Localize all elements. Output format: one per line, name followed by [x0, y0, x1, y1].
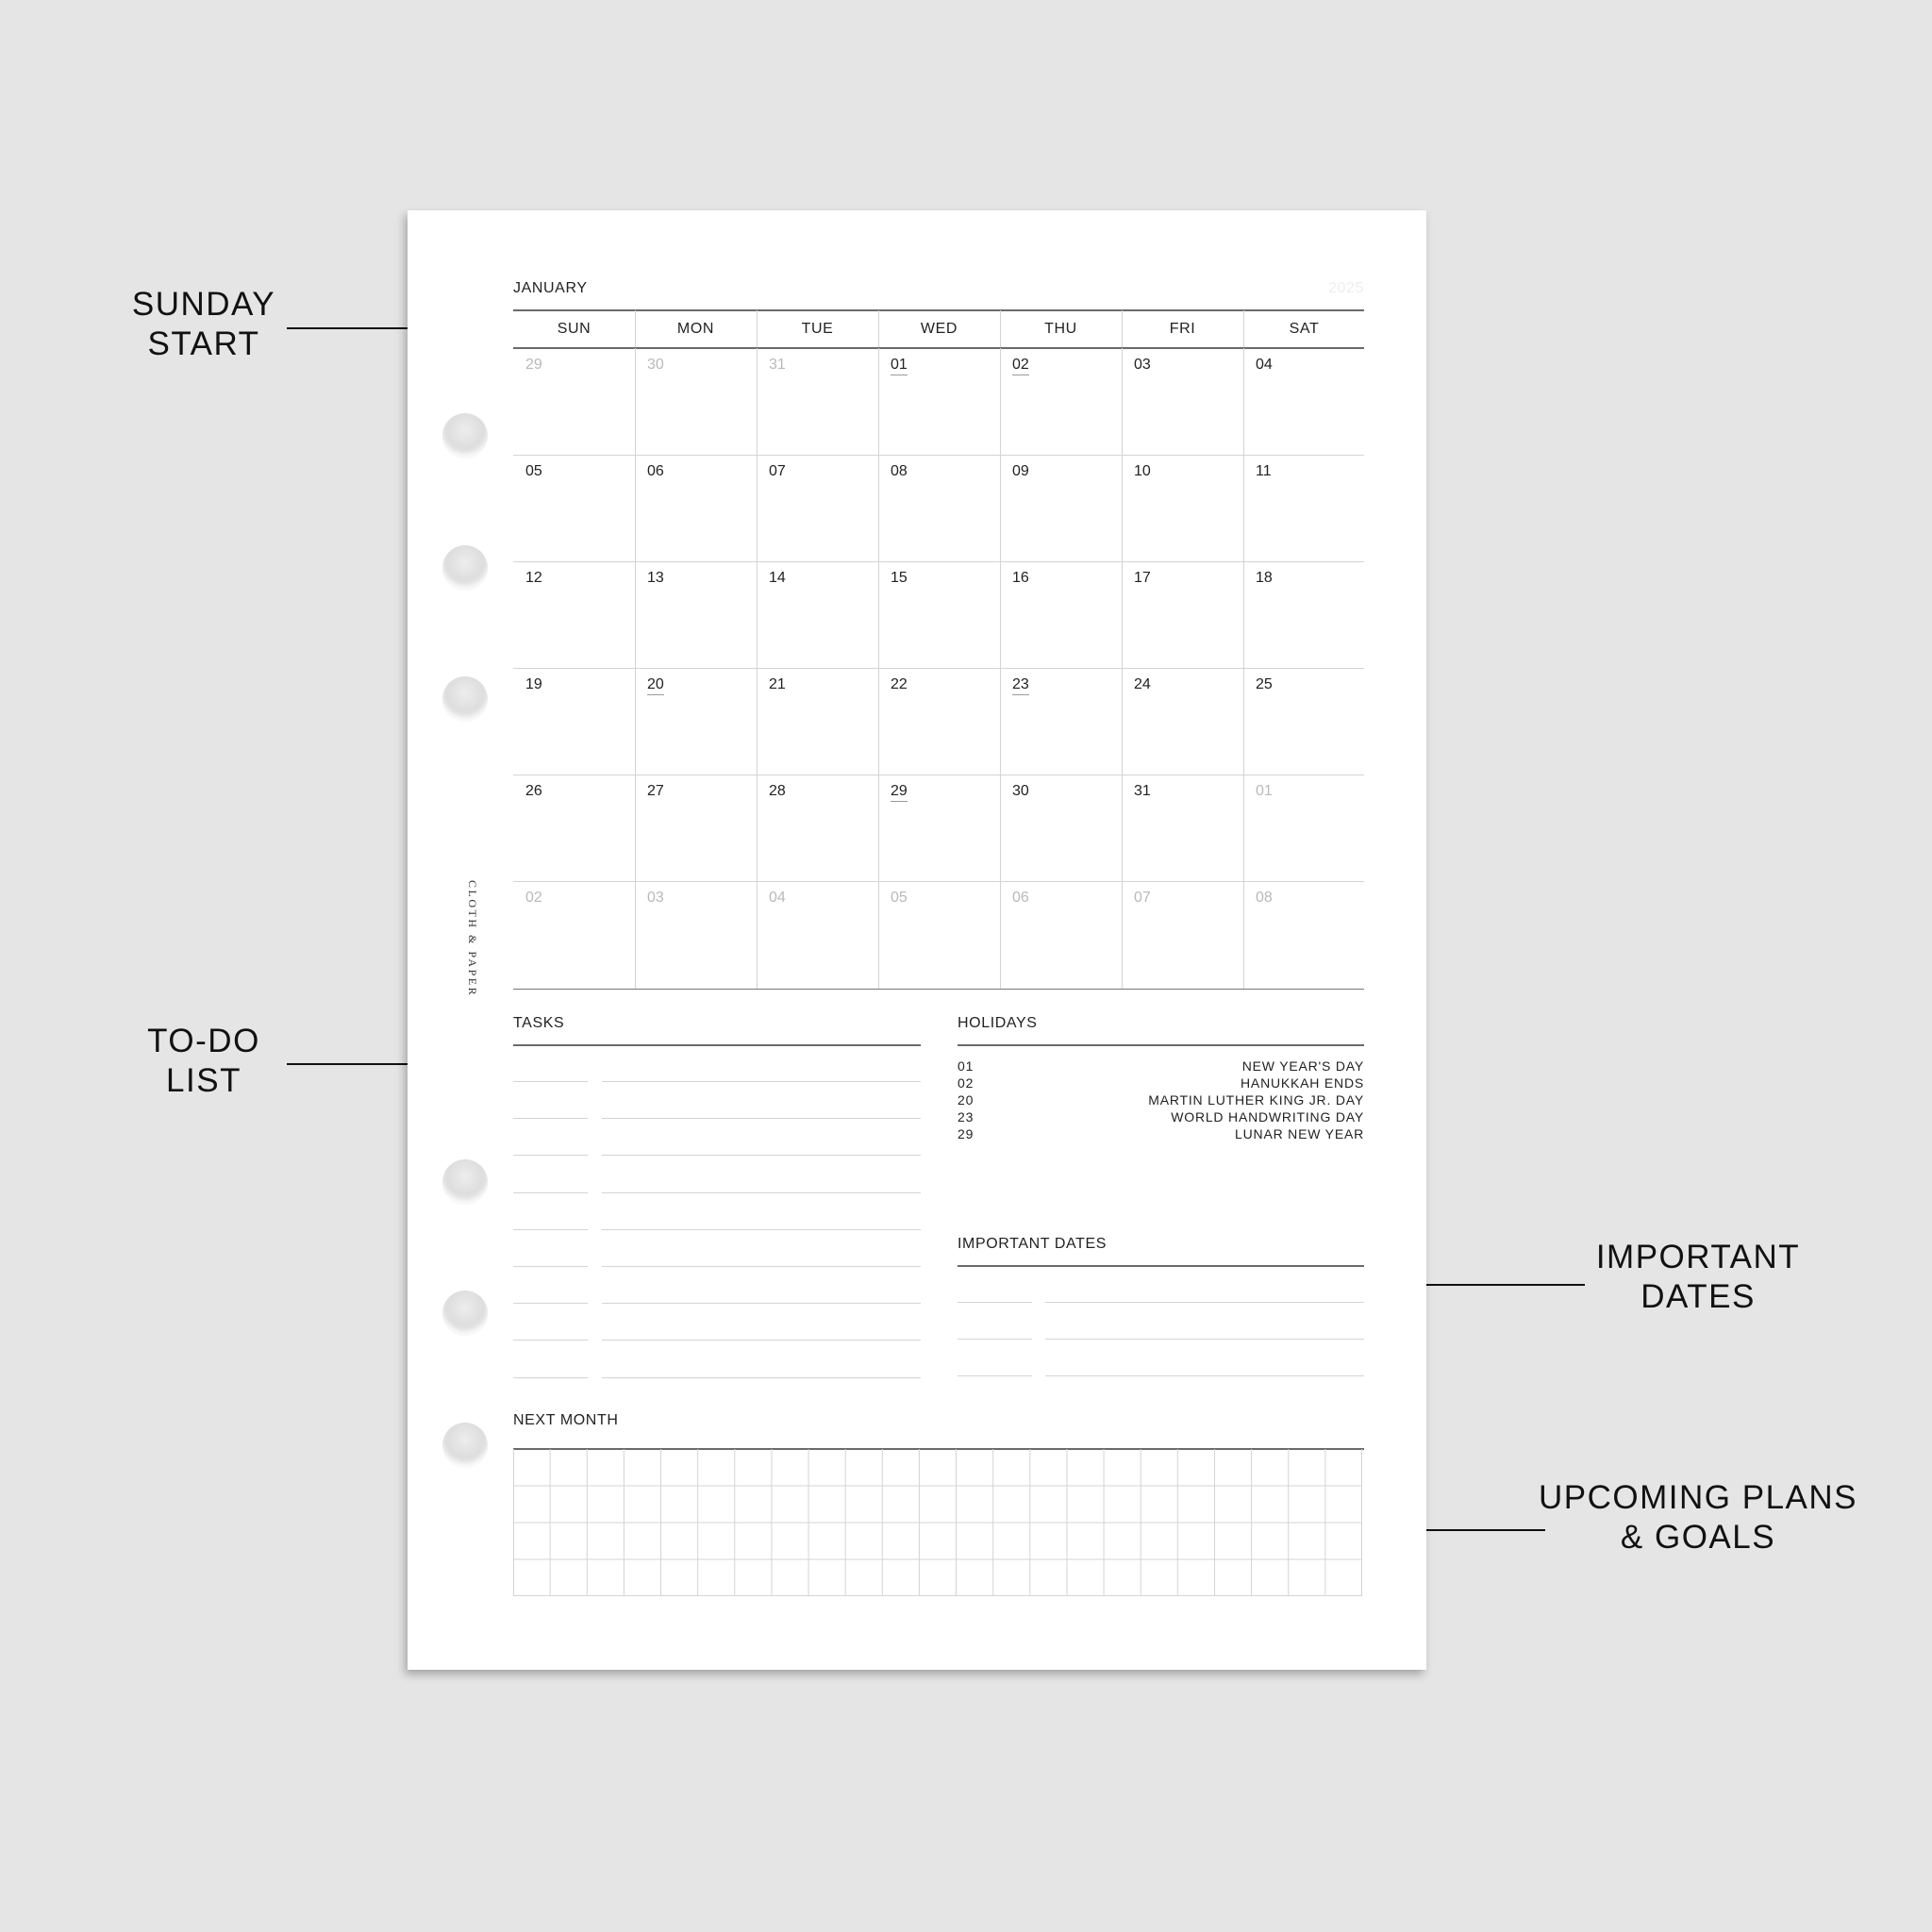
day-number: 05: [525, 463, 542, 479]
day-number: 13: [647, 570, 664, 586]
day-cell[interactable]: [757, 561, 878, 668]
day-number: 12: [525, 570, 542, 586]
day-cell[interactable]: [1243, 561, 1365, 668]
entry-date-line: [513, 1266, 588, 1267]
day-number: 15: [891, 570, 908, 586]
day-number: 04: [769, 890, 786, 906]
holiday-name: NEW YEAR'S DAY: [1241, 1058, 1364, 1074]
callout-line: START: [147, 325, 260, 362]
day-cell[interactable]: [1000, 455, 1122, 561]
entry-text-line: [602, 1155, 921, 1156]
day-cell[interactable]: [878, 774, 1000, 881]
callout-line: IMPORTANT: [1595, 1239, 1801, 1275]
holiday-name: MARTIN LUTHER KING JR. DAY: [1148, 1092, 1364, 1108]
entry-date-line: [513, 1340, 588, 1341]
next-month-title: NEXT MONTH: [513, 1412, 619, 1428]
punch-hole: [442, 545, 488, 591]
day-cell[interactable]: [513, 455, 635, 561]
entry-text-line: [602, 1303, 921, 1304]
day-cell[interactable]: [635, 348, 757, 455]
day-cell[interactable]: [1243, 348, 1365, 455]
punch-hole: [442, 676, 488, 722]
day-cell[interactable]: [635, 561, 757, 668]
day-cell[interactable]: [1243, 455, 1365, 561]
weekday-divider: [757, 310, 758, 347]
day-number: 06: [647, 463, 664, 479]
entry-text-line: [1045, 1302, 1364, 1303]
day-number: 18: [1256, 570, 1273, 586]
day-cell[interactable]: [635, 455, 757, 561]
brand-mark: CLOTH & PAPER: [466, 880, 479, 998]
month-rule: [513, 309, 1364, 311]
day-number: 30: [647, 357, 664, 373]
entry-date-line: [513, 1377, 588, 1378]
day-number: 05: [891, 890, 908, 906]
callout-line: SUNDAY: [131, 286, 276, 323]
entry-date-line: [958, 1339, 1032, 1340]
entry-date-line: [958, 1302, 1032, 1303]
entry-date-line: [513, 1155, 588, 1156]
day-number: 22: [891, 676, 908, 692]
callout-line: TO-DO: [147, 1023, 260, 1059]
holiday-name: HANUKKAH ENDS: [1241, 1075, 1364, 1091]
day-cell[interactable]: [1000, 668, 1122, 774]
entry-text-line: [1045, 1375, 1364, 1376]
day-number: 11: [1256, 463, 1272, 479]
day-number: 31: [769, 357, 786, 373]
holidays-title: HOLIDAYS: [958, 1015, 1038, 1031]
day-cell[interactable]: [878, 881, 1000, 988]
callout-line: UPCOMING PLANS: [1539, 1479, 1857, 1516]
callout-line: DATES: [1641, 1278, 1756, 1315]
day-cell[interactable]: [513, 881, 635, 988]
entry-text-line: [602, 1340, 921, 1341]
day-cell[interactable]: [878, 668, 1000, 774]
day-cell[interactable]: [1122, 774, 1243, 881]
entry-text-line: [602, 1192, 921, 1193]
day-number: 08: [1256, 890, 1273, 906]
entry-text-line: [602, 1266, 921, 1267]
day-cell[interactable]: [513, 668, 635, 774]
day-number: 21: [769, 676, 786, 692]
important-dates-title: IMPORTANT DATES: [958, 1236, 1108, 1252]
weekday-mon: MON: [676, 321, 715, 337]
tasks-title: TASKS: [513, 1015, 565, 1031]
holiday-name: LUNAR NEW YEAR: [1235, 1126, 1364, 1141]
entry-date-line: [513, 1303, 588, 1304]
callout-upcoming-plans: [1538, 1478, 1858, 1557]
entry-text-line: [1045, 1339, 1364, 1340]
day-number: 07: [769, 463, 786, 479]
day-number: 23: [1012, 676, 1029, 695]
entry-text-line: [602, 1377, 921, 1378]
holiday-date: 20: [958, 1092, 974, 1108]
day-cell[interactable]: [513, 774, 635, 881]
day-cell[interactable]: [757, 668, 878, 774]
day-number: 10: [1134, 463, 1151, 479]
day-cell[interactable]: [635, 881, 757, 988]
day-cell[interactable]: [1122, 561, 1243, 668]
day-number: 06: [1012, 890, 1029, 906]
weekday-divider: [1243, 310, 1244, 347]
day-cell[interactable]: [513, 561, 635, 668]
entry-text-line: [602, 1118, 921, 1119]
weekday-divider: [1000, 310, 1001, 347]
entry-date-line: [958, 1375, 1032, 1376]
day-cell[interactable]: [878, 455, 1000, 561]
day-number: 24: [1134, 676, 1151, 692]
entry-text-line: [602, 1081, 921, 1082]
day-cell[interactable]: [513, 348, 635, 455]
day-number: 27: [647, 783, 664, 799]
year-label: 2025: [1328, 280, 1364, 296]
day-number: 20: [647, 676, 664, 695]
day-number: 29: [891, 783, 908, 802]
day-cell[interactable]: [1122, 348, 1243, 455]
weekday-sun: SUN: [557, 321, 591, 337]
planner-sheet: [408, 210, 1426, 1670]
next-month-grid[interactable]: [513, 1449, 1362, 1596]
month-title: JANUARY: [513, 280, 588, 296]
day-number: 16: [1012, 570, 1029, 586]
callout-line: & GOALS: [1620, 1519, 1776, 1556]
callout-important-dates: [1585, 1238, 1811, 1317]
callout-todo-list: [121, 1022, 287, 1101]
calendar-bottom-rule: [513, 989, 1364, 990]
day-cell[interactable]: [1000, 881, 1122, 988]
day-cell[interactable]: [1000, 774, 1122, 881]
holiday-date: 23: [958, 1109, 974, 1124]
day-number: 17: [1134, 570, 1151, 586]
weekday-fri: FRI: [1169, 321, 1196, 337]
day-cell[interactable]: [878, 348, 1000, 455]
day-cell[interactable]: [1000, 561, 1122, 668]
punch-hole: [442, 1291, 488, 1336]
holiday-date: 01: [958, 1058, 974, 1074]
day-number: 26: [525, 783, 542, 799]
day-cell[interactable]: [1243, 668, 1365, 774]
day-number: 03: [647, 890, 664, 906]
weekday-wed: WED: [920, 321, 958, 337]
holidays-rule: [958, 1044, 1364, 1046]
day-cell[interactable]: [1243, 881, 1365, 988]
day-number: 02: [525, 890, 542, 906]
day-cell[interactable]: [1122, 455, 1243, 561]
day-number: 04: [1256, 357, 1273, 373]
day-cell[interactable]: [757, 455, 878, 561]
entry-date-line: [513, 1081, 588, 1082]
day-number: 01: [1256, 783, 1273, 799]
important-dates-rule: [958, 1265, 1364, 1267]
weekday-divider: [635, 310, 636, 347]
holiday-date: 02: [958, 1075, 974, 1091]
day-cell[interactable]: [1000, 348, 1122, 455]
weekday-thu: THU: [1044, 321, 1077, 337]
day-number: 30: [1012, 783, 1029, 799]
day-cell[interactable]: [635, 774, 757, 881]
day-number: 31: [1134, 783, 1151, 799]
punch-hole: [442, 1159, 488, 1205]
day-number: 28: [769, 783, 786, 799]
day-cell[interactable]: [757, 348, 878, 455]
day-number: 09: [1012, 463, 1029, 479]
day-number: 07: [1134, 890, 1151, 906]
tasks-rule: [513, 1044, 921, 1046]
day-number: 03: [1134, 357, 1151, 373]
holiday-name: WORLD HANDWRITING DAY: [1171, 1109, 1364, 1124]
day-cell[interactable]: [1243, 774, 1365, 881]
entry-text-line: [602, 1229, 921, 1230]
day-cell[interactable]: [635, 668, 757, 774]
day-number: 25: [1256, 676, 1273, 692]
day-number: 01: [891, 357, 908, 375]
entry-date-line: [513, 1192, 588, 1193]
entry-date-line: [513, 1229, 588, 1230]
day-cell[interactable]: [757, 881, 878, 988]
weekday-sat: SAT: [1289, 321, 1320, 337]
weekday-tue: TUE: [801, 321, 834, 337]
day-number: 29: [525, 357, 542, 373]
callout-line: LIST: [166, 1062, 242, 1099]
day-number: 14: [769, 570, 786, 586]
day-number: 19: [525, 676, 542, 692]
callout-sunday-start: [121, 285, 287, 364]
day-cell[interactable]: [757, 774, 878, 881]
day-cell[interactable]: [1122, 881, 1243, 988]
entry-date-line: [513, 1118, 588, 1119]
holiday-date: 29: [958, 1126, 974, 1141]
weekday-divider: [1122, 310, 1123, 347]
day-number: 08: [891, 463, 908, 479]
day-cell[interactable]: [878, 561, 1000, 668]
day-cell[interactable]: [1122, 668, 1243, 774]
day-number: 02: [1012, 357, 1029, 375]
punch-hole: [442, 1423, 488, 1468]
punch-hole: [442, 413, 488, 458]
weekday-divider: [878, 310, 879, 347]
